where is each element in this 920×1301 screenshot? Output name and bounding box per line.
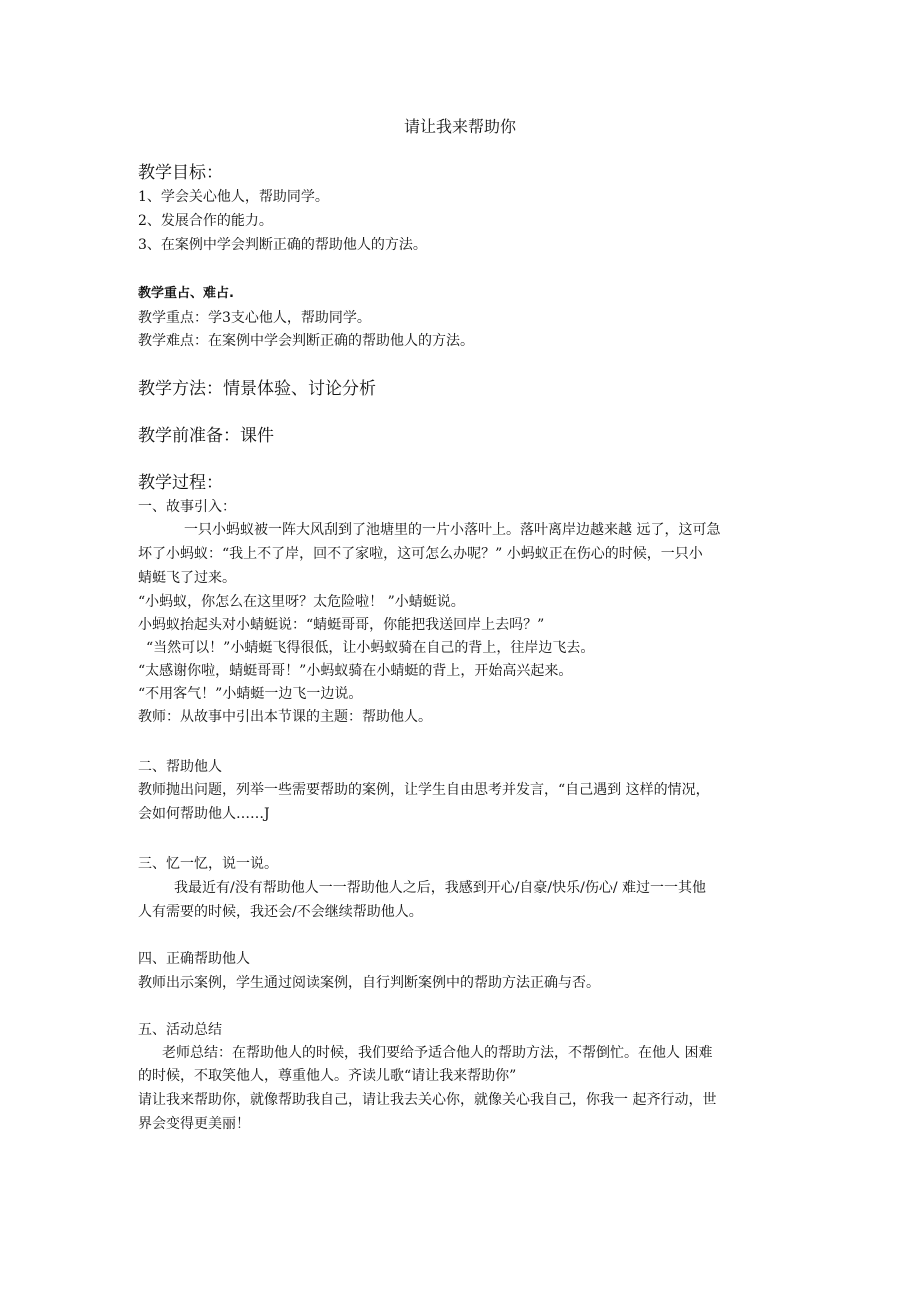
- teaching-method: 教学方法：情景体验、讨论分析: [138, 379, 376, 399]
- process-heading: 教学过程：: [138, 473, 223, 493]
- section5-line: 的时候，不取笑他人，尊重他人。齐读儿歌“请让我来帮助你”: [138, 1068, 517, 1084]
- document-title: 请让我来帮助你: [403, 117, 516, 136]
- story-line: 教师：从故事中引出本节课的主题：帮助他人。: [138, 709, 432, 725]
- section5-line: 界会变得更美丽！: [138, 1116, 250, 1132]
- story-line: 一只小蚂蚁被一阵大风刮到了池塘里的一片小落叶上。落叶离岸边越来越 远了，这可急: [184, 522, 721, 538]
- story-line: “当然可以！”小蜻蜓飞得很低，让小蚂蚁骑在自己的背上，往岸边飞去。: [146, 640, 595, 656]
- story-line: “小蚂蚁，你怎么在这里呀？太危险啦！ ”小蜻蜓说。: [138, 594, 465, 610]
- key-points-heading: 教学重占、难占.: [138, 286, 234, 301]
- section3-line: 人有需要的时候，我还会/不会继续帮助他人。: [138, 904, 423, 920]
- section3-line: 我最近有/没有帮助他人一一帮助他人之后，我感到开心/自豪/快乐/伤心/ 难过一一其他: [174, 880, 707, 896]
- story-line: 小蚂蚁抬起头对小蜻蜓说：“蜻蜓哥哥，你能把我送回岸上去吗？”: [138, 617, 545, 633]
- story-line: 蜻蜓飞了过来。: [138, 570, 236, 586]
- section4-heading: 四、正确帮助他人: [138, 951, 250, 967]
- objectives-heading: 教学目标：: [138, 163, 223, 183]
- objective-item: 3、在案例中学会判断正确的帮助他人的方法。: [138, 237, 427, 253]
- story-line: “不用客气！”小蜻蜓一边飞一边说。: [138, 686, 363, 702]
- section5-line: 老师总结：在帮助他人的时候，我们要给予适合他人的帮助方法，不帮倒忙。在他人 困难: [162, 1045, 713, 1061]
- section1-heading: 一、故事引入：: [138, 499, 236, 515]
- key-point-difficulty: 教学难点：在案例中学会判断正确的帮助他人的方法。: [138, 333, 474, 349]
- story-line: “太感谢你啦，蜻蜓哥哥！”小蚂蚁骑在小蜻蜓的背上，开始高兴起来。: [138, 663, 573, 679]
- story-line: 坏了小蚂蚁：“我上不了岸，回不了家啦，这可怎么办呢？” 小蚂蚁正在伤心的时候，一只小: [138, 546, 703, 562]
- section2-line: 会如何帮助他人……J: [138, 806, 270, 822]
- objective-item: 1、学会关心他人，帮助同学。: [138, 189, 329, 205]
- section2-heading: 二、帮助他人: [138, 759, 222, 775]
- objective-item: 2、发展合作的能力。: [138, 213, 273, 229]
- section3-heading: 三、忆一忆，说一说。: [138, 856, 278, 872]
- section2-line: 教师抛出问题，列举一些需要帮助的案例，让学生自由思考并发言，“自己遇到 这样的情况，: [138, 782, 710, 798]
- section5-heading: 五、活动总结: [138, 1022, 222, 1038]
- section5-line: 请让我来帮助你，就像帮助我自己，请让我去关心你，就像关心我自己，你我一 起齐行动，世: [138, 1092, 717, 1108]
- section4-line: 教师出示案例，学生通过阅读案例，自行判断案例中的帮助方法正确与否。: [138, 975, 600, 991]
- key-point-focus: 教学重点：学3支心他人，帮助同学。: [138, 310, 371, 326]
- teaching-preparation: 教学前准备：课件: [138, 426, 274, 446]
